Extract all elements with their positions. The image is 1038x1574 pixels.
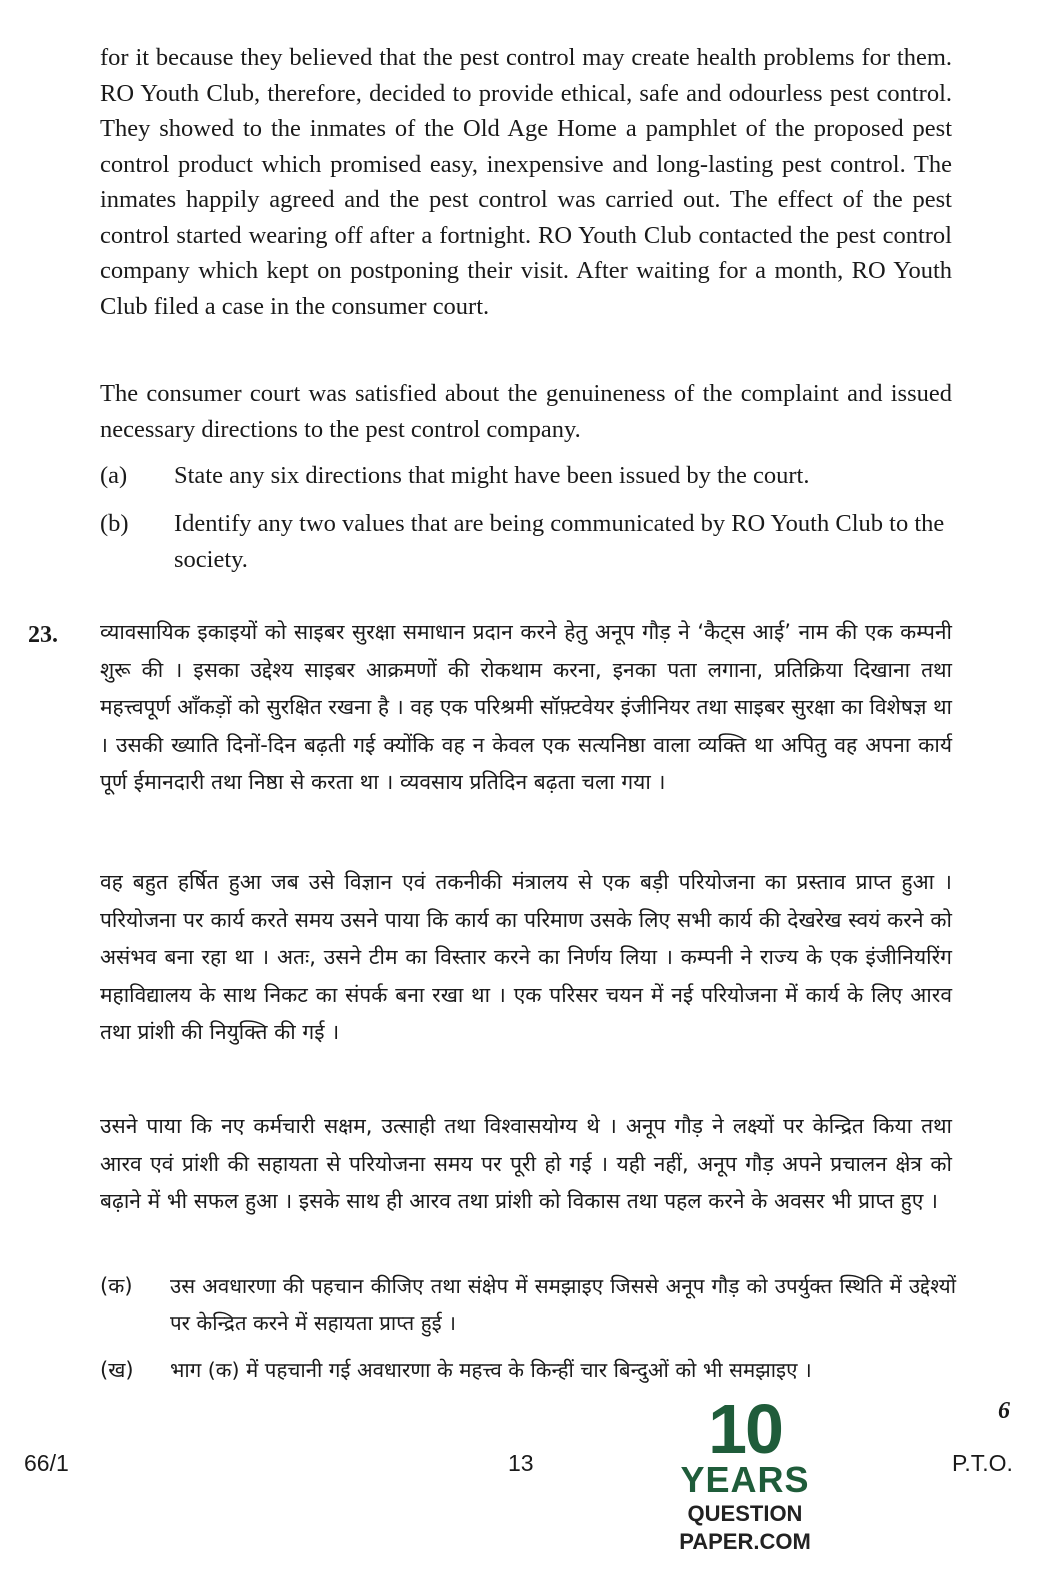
part-text: भाग (क) में पहचानी गई अवधारणा के महत्त्व के किन्हीं चार बिन्दुओं को भी समझाइए । [170, 1358, 812, 1382]
q22-paragraph-2: The consumer court was satisfied about the genuineness of the complaint and issued necessary directions to the pest control company. [100, 380, 952, 443]
question-number: 23. [28, 622, 58, 648]
part-label: (a) [100, 462, 128, 489]
part-label: (क) [100, 1274, 133, 1298]
part-label: (b) [100, 510, 129, 537]
q23-paragraph-3: उसने पाया कि नए कर्मचारी सक्षम, उत्साही तथा विश्वासयोग्य थे । अनूप गौड़ ने लक्ष्यों पर केन्द्रित किया तथा आरव एवं प्रांशी की सहायता से परियोजना समय पर पूरी हो गई । यही नहीं, अनूप गौड़ अपने प्रचालन क्षेत्र को बढ़ाने में भी सफल हुआ । इसके साथ ही आरव तथा प्रांशी को विकास तथा पहल करने के अवसर भी प्राप्त हुए । [100, 1114, 952, 1213]
part-text: Identify any two values that are being communicated by RO Youth Club to the society. [174, 510, 945, 573]
question-marks: 6 [998, 1398, 1010, 1424]
q23-paragraph-1: व्यावसायिक इकाइयों को साइबर सुरक्षा समाधान प्रदान करने हेतु अनूप गौड़ ने ‘कैट्स आई’ नाम की एक कम्पनी शुरू की । इसका उद्देश्य साइबर आक्रमणों की रोकथाम करना, इनका पता लगाना, प्रतिक्रिया दिखाना तथा महत्त्वपूर्ण आँकड़ों को सुरक्षित रखना है । वह एक परिश्रमी सॉफ़्टवेयर इंजीनियर तथा साइबर सुरक्षा का विशेषज्ञ था । उसकी ख्याति दिनों-दिन बढ़ती गई क्योंकि वह न केवल एक सत्यनिष्ठा वाला व्यक्ति था अपितु वह अपना कार्य पूर्ण ईमानदारी तथा निष्ठा से करता था । व्यवसाय प्रतिदिन बढ़ता चला गया । [100, 620, 952, 794]
q22-paragraph-1: for it because they believed that the pest control may create health problems for them. RO Youth Club, therefore, decided to provide ethical, safe and odourless pest control. They showed to the inmates of the Old Age Home a pamphlet of the proposed pest control product which promised easy, inexpensive and long-lasting pest control. The inmates happily agreed and the pest control was carried out. The effect of the pest control started wearing off after a fortnight. RO Youth Club contacted the pest control company which kept on postponing their visit. After waiting for a month, RO Youth Club filed a case in the consumer court. [100, 44, 952, 320]
page-number: 13 [508, 1450, 534, 1476]
q23-paragraph-2: वह बहुत हर्षित हुआ जब उसे विज्ञान एवं तकनीकी मंत्रालय से एक बड़ी परियोजना का प्रस्ताव प्राप्त हुआ । परियोजना पर कार्य करते समय उसने पाया कि कार्य का परिमाण उसके लिए सभी कार्य की देखरेख स्वयं करने को असंभव बना रहा था । अतः, उसने टीम का विस्तार करने का निर्णय लिया । कम्पनी ने राज्य के एक इंजीनियरिंग महाविद्यालय के साथ निकट का संपर्क बना रखा था । एक परिसर चयन में नई परियोजना में कार्य के लिए आरव तथा प्रांशी की नियुक्ति की गई । [100, 870, 952, 1044]
watermark-line-2: YEARS [680, 1459, 810, 1500]
watermark-logo [620, 1390, 870, 1556]
part-label: (ख) [100, 1358, 134, 1382]
watermark-line-3: QUESTION PAPER.COM [679, 1501, 811, 1554]
part-text: State any six directions that might have been issued by the court. [174, 462, 810, 489]
paper-code: 66/1 [24, 1450, 69, 1476]
watermark-line-1: 10 [708, 1390, 782, 1468]
pto-label: P.T.O. [952, 1450, 1013, 1476]
part-text: उस अवधारणा की पहचान कीजिए तथा संक्षेप में समझाइए जिससे अनूप गौड़ को उपर्युक्त स्थिति में उद्देश्यों पर केन्द्रित करने में सहायता प्राप्त हुई । [170, 1274, 956, 1335]
